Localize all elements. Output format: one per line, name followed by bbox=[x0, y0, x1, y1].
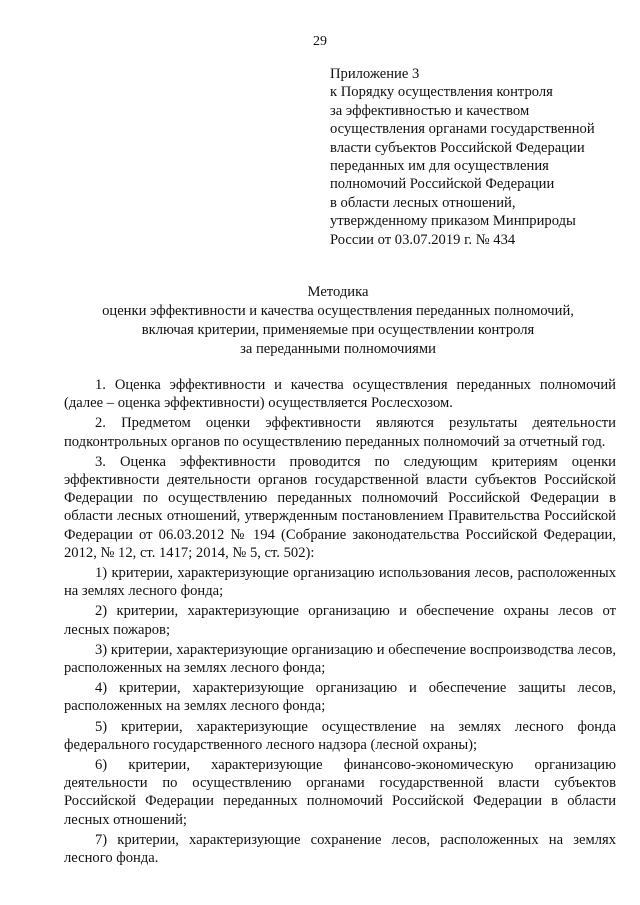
title-line: оценки эффективности и качества осуществления переданных полномочий, bbox=[102, 303, 574, 319]
paragraph-2: 2. Предметом оценки эффективности являются результаты деятельности подконтрольных органов по осуществлению переданных полномочий за отчетный год. bbox=[64, 415, 616, 450]
appendix-line: власти субъектов Российской Федерации bbox=[330, 139, 585, 156]
appendix-line: утвержденному приказом Минприроды bbox=[330, 213, 576, 230]
appendix-note bbox=[330, 65, 630, 249]
title-heading: Методика bbox=[307, 284, 369, 300]
page-number: 29 bbox=[313, 34, 327, 49]
criteria-item-6: 6) критерии, характеризующие финансово-экономическую организацию деятельности по осуществлению органами государственной власти субъектов Российской Федерации переданных полномочий Российской Федерации в области лесных отношений; bbox=[64, 757, 616, 828]
paragraph-1: 1. Оценка эффективности и качества осуществления переданных полномочий (далее – оценка эффективности) осуществляется Рослесхозом. bbox=[64, 377, 616, 412]
criteria-item-1: 1) критерии, характеризующие организацию использования лесов, расположенных на землях лесного фонда; bbox=[64, 565, 616, 600]
appendix-line: полномочий Российской Федерации bbox=[330, 176, 555, 193]
criteria-item-5: 5) критерии, характеризующие осуществление на землях лесного фонда федерального государственного лесного надзора (лесной охраны); bbox=[64, 718, 616, 753]
appendix-line: в области лесных отношений, bbox=[330, 194, 516, 211]
title-line: включая критерии, применяемые при осуществлении контроля bbox=[141, 322, 535, 338]
document-title bbox=[60, 283, 616, 359]
criteria-item-3: 3) критерии, характеризующие организацию и обеспечение воспроизводства лесов, расположенных на землях лесного фонда; bbox=[64, 641, 616, 677]
criteria-item-2: 2) критерии, характеризующие организацию и обеспечение охраны лесов от лесных пожаров; bbox=[64, 603, 616, 638]
appendix-line: Приложение 3 bbox=[330, 66, 420, 82]
title-line: за переданными полномочиями bbox=[240, 341, 436, 357]
appendix-line: осуществления органами государственной bbox=[330, 121, 595, 138]
paragraph-3: 3. Оценка эффективности проводится по следующим критериям оценки эффективности деятельности органов государственной власти субъектов Российской Федерации по осуществлению переданных полномочий Российской Федерации в области лесных отношений, утвержденным постановлением Правительства Российской Федерации от 06.03.2012 № 194 (Собрание законодательства Российской Федерации, 2012, № 12, ст. 1417; 2014, № 5, ст. 502): bbox=[64, 453, 616, 561]
appendix-line: к Порядку осуществления контроля bbox=[330, 84, 553, 101]
document-body bbox=[64, 376, 616, 867]
criteria-item-7: 7) критерии, характеризующие сохранение лесов, расположенных на землях лесного фонда. bbox=[64, 831, 616, 867]
criteria-item-4: 4) критерии, характеризующие организацию и обеспечение защиты лесов, расположенных на землях лесного фонда; bbox=[64, 680, 616, 715]
appendix-line: России от 03.07.2019 г. № 434 bbox=[330, 231, 516, 248]
appendix-line: переданных им для осуществления bbox=[330, 157, 549, 174]
appendix-line: за эффективностью и качеством bbox=[330, 102, 530, 119]
